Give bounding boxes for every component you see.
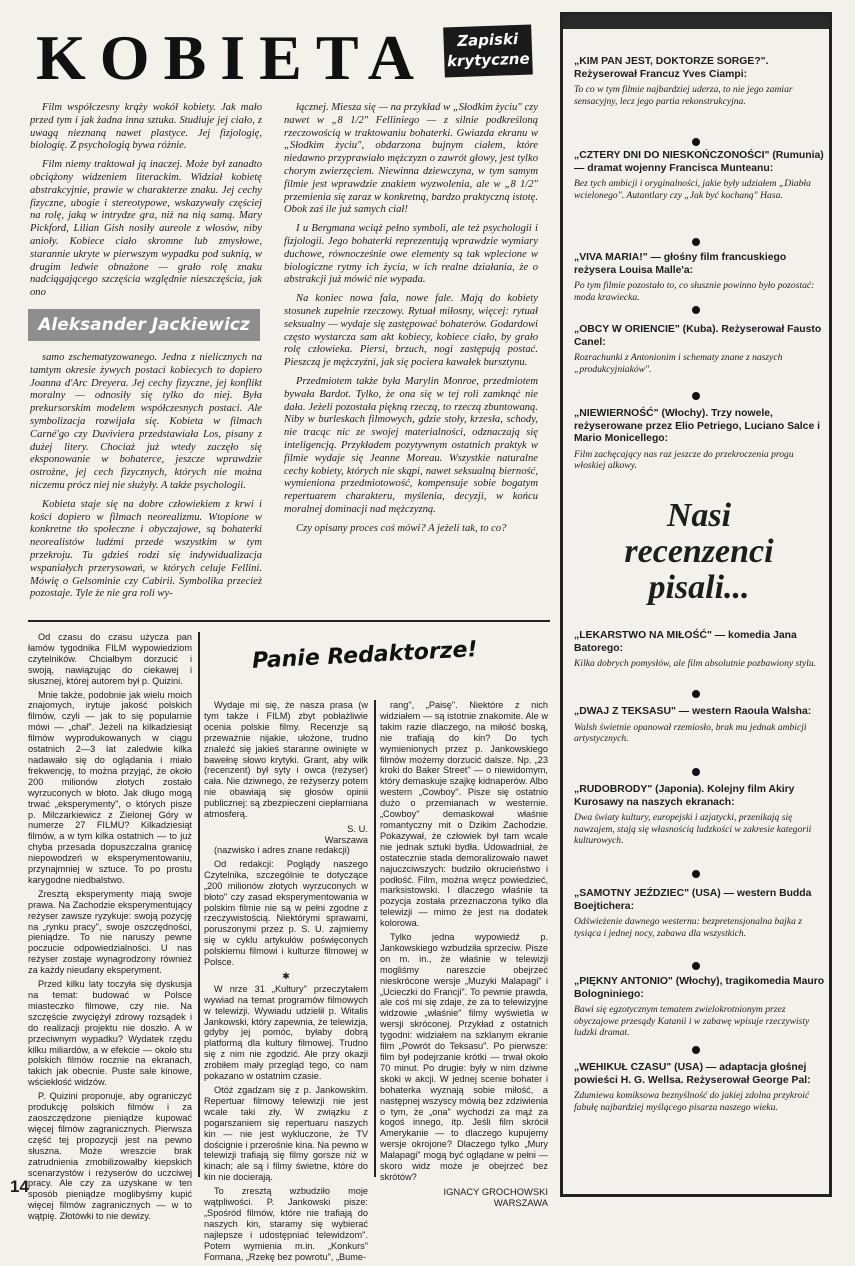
letters-column-3 xyxy=(380,700,548,1208)
bullet-dot xyxy=(692,392,700,400)
review-item xyxy=(574,150,826,201)
letter-paragraph: Od czasu do czasu użycza pan łamów tygodnika FILM wypowiedziom czytelników. Chciałbym dorzucić i swoją, nawiązując do ciekawej i słusznej, której autorem był p. Quizini. xyxy=(28,632,192,686)
review-quote: Rozrachunki z Antonionim i schematy znane z naszych „produkcyjniaków". xyxy=(574,352,783,375)
letter-paragraph: Przed kilku laty toczyła się dyskusja na temat: budować w Polsce miasteczko filmowe, czy nie. Na szczęście zwyciężył zdrowy rozsądek i do realizacji projektu nie doszło. A w przeciwnym wypadku? Wydatek rzędu kilku miliardów, a w efekcie — około stu polskich filmów rocznie na ekranach, takich jak obecnie. Puste sale kinowe, wściekłość widzów. xyxy=(28,979,192,1088)
letter-paragraph: P. Quizini proponuje, aby ograniczyć produkcję polskich filmów i za zaoszczędzone pieniądze kupować więcej filmów zagranicznych. Pierwsza część tej propozycji jest na pewno słuszna. Może wreszcie brak zatrudnienia zmobilizowałby kiepskich scenarzystów i reżyserów do uczciwej pracy. Ale czy za uzyskane w ten sposób pieniądze moglibyśmy kupić więcej filmów zagranicznych — w to wątpię. Złotówki to nie dewizy. xyxy=(28,1091,192,1222)
box-top-bar xyxy=(563,15,829,29)
letter-paragraph: Zresztą eksperymenty mają swoje prawa. Na Zachodzie eksperymentujący reżyser zawsze ryzykuje: swoją pozycję na „rynku pracy", swoje oszczędności, pieniądze. To nie naruszy pewne poczucie odpowiedzialności. U nas reżyser zostaje wynagrodzony również za każdy nieudany eksperyment. xyxy=(28,888,192,976)
letter-paragraph: Otóż zgadzam się z p. Jankowskim. Repertuar filmowy telewizji nie jest wcale taki zły. W związku z pogarszaniem się repertuaru naszych kin — nie jest wykluczone, że TV doścignie i przerośnie kina. Na pewno w telewizji trafiają się filmy gorsze niż w kinach; ale są i filmy świetne, które do kin nie docierają. xyxy=(204,1085,368,1183)
letter-paragraph: Tylko jedna wypowiedź p. Jankowskiego wzbudziła sprzeciw. Pisze on m. in., że właśnie w telewizji mogliśmy nareszcie obejrzeć nieskrócone wersje „Muzyki Malapagi" i „Ucieczki do Francji". To pewnie prawda, ale coś mi się zdaje, że za to telewizyjne widzowie „właśnie" filmy wyświetla w wersji skróconej. Przykład z ostatnich tygodni: widziałem na szklanym ekranie film „Powrót do Teksasu". Po pierwsze: film był podejrzanie krótki — trwał około 70 minut. Po drugie: były w nim dziwne skoki w akcji. W jednej scenie bohater i bohaterka wyznają sobie miłość, a następnej wszyscy mówią bez zdziwienia o tym, że „ona" wychodzi za mąż za kogoś innego, itp. Jeśli film skrócił Amerykanie — to dlaczego kupujemy wersje okrojone? Dlaczego tylko „Mury Malapagi" mogą być oglądane w pełni — skoro widz może je obejrzeć bez skrótów? xyxy=(380,932,548,1182)
review-item xyxy=(574,706,826,745)
bullet-dot xyxy=(692,768,700,776)
bullet-dot xyxy=(692,1046,700,1054)
review-quote: Kilka dobrych pomysłów, ale film absolutnie pozbawiony stylu. xyxy=(574,658,817,670)
review-title: „VIVA MARIA!" — głośny film francuskiego reżysera Louisa Malle'a: xyxy=(574,252,787,276)
article-paragraph: Film niemy traktował ją inaczej. Może był zanadto obciążony widzeniem literackim. Widział kobietę abstrakcyjnie, prawie w charakterze znaku. Jej cechy fizyczne, ubogie i stereotypowe, wskazywały częściej na rolę, jaką w intrydze gra, niż na nią samą. Mary Pickford, Lilian Gish nosiły aureole z włosów, niby anioły. Kobiece ciało skromne lub zmysłowe, starannie ukryte w pierwszym wypadku pod suknią, w drugim ledwie obnażone — grało rolę znaku nadciągającego szczęścia względnie nieszczęścia, jak ono xyxy=(30,159,262,299)
letters-column-1 xyxy=(28,632,192,1225)
review-quote: Bawi się egzotycznym tematem zwielokrotnionym przez obyczajowe przesądy Katanii i w zabawę wpisuje rzeczywisty ludzki dramat. xyxy=(574,1004,810,1039)
letters-column-2 xyxy=(204,700,368,1266)
review-title: „OBCY W ORIENCIE" (Kuba). Reżyserował Fausto Canel: xyxy=(574,324,822,348)
review-title: „DWAJ Z TEKSASU" — western Raoula Walsha: xyxy=(574,706,812,717)
review-item xyxy=(574,252,826,303)
review-item xyxy=(574,408,826,472)
review-item xyxy=(574,784,826,847)
section-badge: Zapiski krytyczne xyxy=(443,24,533,77)
review-title: „LEKARSTWO NA MIŁOŚĆ" — komedia Jana Batorego: xyxy=(574,630,797,654)
review-quote: Film zachęcający nas raz jeszcze do przekroczenia progu włoskiej alkowy. xyxy=(574,448,794,472)
letter-paragraph: Wydaje mi się, że nasza prasa (w tym także i FILM) zbyt pobłażliwie ocenia polskie filmy. Recenzje są przeważnie nijakie, ułożone, trudno znaleźć się jakieś staranne owinięte w bawełnę słowo krytyki. Grant, aby wilk (recenzent) był syty i owca (reżyser) cała. Nie dziwnego, że reżyserzy potem nie obawiają się głosów opinii publicznej: są zbezpieczeni ciepłarniana atmosferą. xyxy=(204,700,368,820)
review-item xyxy=(574,976,826,1039)
review-quote: To co w tym filmie najbardziej uderza, to nie jego zamiar sensacyjny, lecz jego partia rekonstrukcyjna. xyxy=(574,84,793,107)
bullet-dot xyxy=(692,138,700,146)
letter-signature-2: IGNACY GROCHOWSKI WARSZAWA xyxy=(443,1185,548,1208)
bullet-dot xyxy=(692,690,700,698)
letter-paragraph: To zresztą wzbudziło moje wątpliwości. P. Jankowski pisze: „Spośród filmów, które nie trafiają do naszych kin, staramy się wybierać najlepsze i udostępniać telewidzom". Potem wymienia m.in. „Konkurs" Formana, „Rzekę bez powrotu", „Bume- xyxy=(204,1186,368,1262)
review-title: „CZTERY DNI DO NIESKOŃCZONOŚCI" (Rumunia) — dramat wojenny Francisca Munteanu: xyxy=(574,150,824,174)
letter-paragraph: W nrze 31 „Kultury" przeczytałem wywiad na temat programów filmowych w telewizji. Wywiadu udzielił p. Witalis Jankowski, który zapewnia, że telewizja, gdyby jej pomóc, byłaby dobrą platformą dla kultury filmowej. Trudno się z nim nie zgodzić. Ale przy okazji zrobiłem mały przegląd tego, co nam pokazano w ostatnim czasie. xyxy=(204,983,368,1082)
section-divider xyxy=(28,620,550,622)
article-paragraph: Na koniec nowa fala, nowe fale. Mają do kobiety stosunek zupełnie rzeczowy. Rytuał miłosny, więcej: rytuał seksualny — wydaje się zastępować bohaterów. Godardowi często wystarcza sam akt kobiecy, kobiece ciało, by grało rolę człowieka. Piersi, brzuch, nogi zastępują postać. Pieszczą je mężczyźni, jak się pociera kawałek bursztynu. xyxy=(284,293,538,369)
letter-paragraph: (nazwisko i adres znane redakcji) xyxy=(214,844,350,855)
review-item xyxy=(574,56,826,107)
article-paragraph: Czy opisany proces coś mówi? A jeżeli tak, to co? xyxy=(296,522,507,534)
article-title: KOBIETA xyxy=(36,22,428,93)
article-paragraph: I u Bergmana wciąż pełno symboli, ale też psychologii i fizjologii. Jego bohaterki reprezentują wprawdzie wymiary duchowe, równocześnie owe elementy są tak wplecione w biologiczne rytmy ich życia, w ich realne działania, że o abstrakcji już mówić nie wypada. xyxy=(284,223,538,286)
review-quote: Bez tych ambicji i oryginalności, jakie były udziałem „Diabła wcielonego". Autantlary czy „Jak być kochaną" Hasa. xyxy=(574,178,811,201)
letter-paragraph: rang", „Paisę". Niektóre z nich widziałem — są istotnie znakomite. Ale w takim razie dlaczego, na miłość boską, nie trafiają do kin? Do tych wymienionych przez p. Jankowskiego filmów możemy dorzucić dalsze. Np. „23 kroki do Baker Street" — o niewidomym, który demaskuje szajkę kidnaperów. Albo western „Cowboy". Pisze się ostatnio dużo o przemianach w westernie. „Cowboy" demaskował właśnie romantyczny mit o Dzikim Zachodzie. Pokazywał, że człowiek był tam wcale nie jednak sztuki bydła. Udowadniał, że ostatecznie stada demoralizowało nawet najuczciwszych: budziło okrucieństwo i podłość. Film, można wręcz powiedzieć, marksistowski. I dlaczego właśnie ta pozycja została przeznaczona tylko dla telewizji — mimo że jest na dodatek kolorowa. xyxy=(380,700,548,929)
bullet-dot xyxy=(692,306,700,314)
review-title: „KIM PAN JEST, DOKTORZE SORGE?". Reżyserował Francuz Yves Ciampi: xyxy=(574,56,769,80)
review-quote: Zdumiewa komiksowa beznyślność do jakiej zdolna przykroić fabułę najbardziej myślącego pisarza naszego wieku. xyxy=(574,1090,810,1113)
article-paragraph: Kobieta staje się na dobre człowiekiem z krwi i kości dopiero w filmach neorealizmu. Wtopione w konkretne tło społeczne i obyczajowe, są bohaterki neorealistów ludźmi przede wszystkim w tym przekroju. Tu gdzieś rodzi się indywidualizacja wspaniałych przerysowań, w których celuje Fellini. Mówię o Gelsominie czy Cabirii. Symbolika przecież pozostaje. Tyle że nie gra roli wy- xyxy=(30,498,262,600)
column-divider xyxy=(198,632,200,1177)
article-left-column-top xyxy=(30,102,262,306)
article-paragraph: Film współczesny krąży wokół kobiety. Jak mało przed tym i jak żadna inna sztuka. Studiuje jej ciało, z uwagą nieznaną nawet plastyce. Jej fizjologię, biologię. Z psychologią bywa różnie. xyxy=(30,102,262,152)
review-quote: Po tym filmie pozostało to, co słusznie powinno było pozostać: moda krawiecka. xyxy=(574,280,815,303)
article-paragraph: Przedmiotem także była Marylin Monroe, przedmiotem bywała Bardot. Tylko, że ona się w tej roli zamknąć nie dała. Jeżeli pozostała piękną rzeczą, to rzeczą zbuntowaną. Niby w burleskach filmowych, gdzie stoły, krzesła, schody, nie tracąc nic ze swojej materialności, odznaczają się inteligencją. Przykładem pozytywnym ostatnich praktyk w filmie wydaje się Jeanne Moreau. Wszystkie naturalne cechy kobiety, których nie skąpi, nawet seksualną bierność, wymieniona przedmiotowość, kompensuje sobie bogatym repertuarem charakteru, myślenia, decyzji, w końcu moralnej dominacji nad mężczyzną. xyxy=(284,375,538,515)
review-title: „NIEWIERNOŚĆ" (Włochy). Trzy nowele, reżyserowane przez Elio Petriego, Luciano Salce i Mario Monicellego: xyxy=(574,408,820,445)
letters-heading: Panie Redaktorze! xyxy=(251,637,479,674)
review-title: „RUDOBRODY" (Japonia). Kolejny film Akiry Kurosawy na naszych ekranach: xyxy=(574,784,795,808)
review-item xyxy=(574,888,826,939)
article-left-column-bottom xyxy=(30,352,262,607)
article-paragraph: łącznej. Miesza się — na przykład w „Słodkim życiu" czy nawet w „8 1/2" Felliniego — z silnie podkreśloną rzeczowością w traktowaniu bohaterki. Gwiazda ekranu w „Słodkim życiu", obdarzona bujnym ciałem, które niedawno przyprawiało mężczyzn o zawrót głowy, jest tylko chorym zwierzęciem. Niewinna dziewczyna, w tym samym filmie jest wprawdzie znakiem wyzwolenia, ale w „8 1/2" przemienia się zaraz w konkretną, bardzo praktyczną istotę. Obok zaś ile już samych ciał! xyxy=(284,102,538,216)
reviews-heading: Nasi recenzenci pisali... xyxy=(624,497,774,606)
review-title: „SAMOTNY JEŹDZIEC" (USA) — western Budda Boejtichera: xyxy=(574,888,812,912)
review-title: „WEHIKUŁ CZASU" (USA) — adaptacja głośnej powieści H. G. Wellsa. Reżyserował George Pal: xyxy=(574,1062,811,1086)
bullet-dot xyxy=(692,238,700,246)
author-name: Aleksander Jackiewicz xyxy=(28,309,260,341)
article-right-column xyxy=(284,102,538,542)
review-quote: Odświeżenie dawnego westernu: bezpretensjonalna bajka z tysiąca i jednej nocy, zabawa dla wszystkich. xyxy=(574,916,803,939)
review-quote: Walsh świetnie opanował rzemiosło, brak mu jednak ambicji artystycznych. xyxy=(574,721,807,745)
bullet-dot xyxy=(692,870,700,878)
letter-paragraph: Mnie także, podobnie jak wielu moich znajomych, irytuje jakość polskich filmów, czyli — jak to się popularnie mówi — „chał". Jeżeli na kilkadziesiąt filmów wyprodukowanych w ciągu ostatnich 2—3 lat zaledwie kilka nadawało się do oglądania i miało frekwencję, to można przyjąć, że około 200 milionów złotych zostało wyrzuconych w błoto. Jak długo mogą trwać „eksperymenty", o których pisze p. Milczarkiewicz z Zielonej Góry w numerze 27 FILMU? Kilkadziesiąt filmów, a w tym kilka ostatnich — to już chyba przesada dopuszczalna granicę niepowodzeń w eksperymentowaniu, przynajmniej w sztuce. To po prostu karygodne niedbalstwo. xyxy=(28,689,192,885)
bullet-dot xyxy=(692,962,700,970)
review-item xyxy=(574,1062,826,1113)
letter-paragraph: Od redakcji: Poglądy naszego Czytelnika, szczególnie te dotyczące „200 milionów złotych wyrzuconych w błoto" czy zasad eksperymentowania w polskim filmie nie są w pełni zgodne z rzeczywistością. Niektórymi sprawami, poruszonymi przez p. S. U. zajmiemy się w cyklu artykułów poświęconych polskiemu filmowi i kulturze filmowej w Polsce. xyxy=(204,858,368,968)
article-paragraph: samo zschematyzowanego. Jedna z nielicznych na tamtym okresie żywych postaci kobiecych to dopiero Joanna d'Arc Dreyera. Jej cechy fizyczne, jej konflikt moralny — odnosiły się tylko do niej. Była prekursorskim modelem współczesnych postaci. Ale symbolizacja rozwijała się. Kobieta w filmach Carné'go czy Duviviera przedstawiała Los, pisany z dużej litery. Chociaż już wtedy zaczęło się eksponowanie w bohaterce, jeszcze wprawdzie ostrożne, jej cech fizycznych, których nie można niczemu prócz niej nie służyły. A także psychologii. xyxy=(30,352,262,491)
separator-asterisk: ✱ xyxy=(282,970,290,981)
review-item xyxy=(574,324,826,375)
column-divider xyxy=(374,700,376,1177)
review-item xyxy=(574,630,826,670)
letter-signature-1: S. U. Warszawa xyxy=(324,822,368,845)
page-number: 14 xyxy=(10,1177,29,1196)
review-quote: Dwa światy kultury, europejski i azjatycki, przenikają się nawzajem, stają się własnością ludzkości w zakresie kategorii kulturowych. xyxy=(574,812,812,847)
review-title: „PIĘKNY ANTONIO" (Włochy), tragikomedia Mauro Bologniniego: xyxy=(574,976,825,1000)
